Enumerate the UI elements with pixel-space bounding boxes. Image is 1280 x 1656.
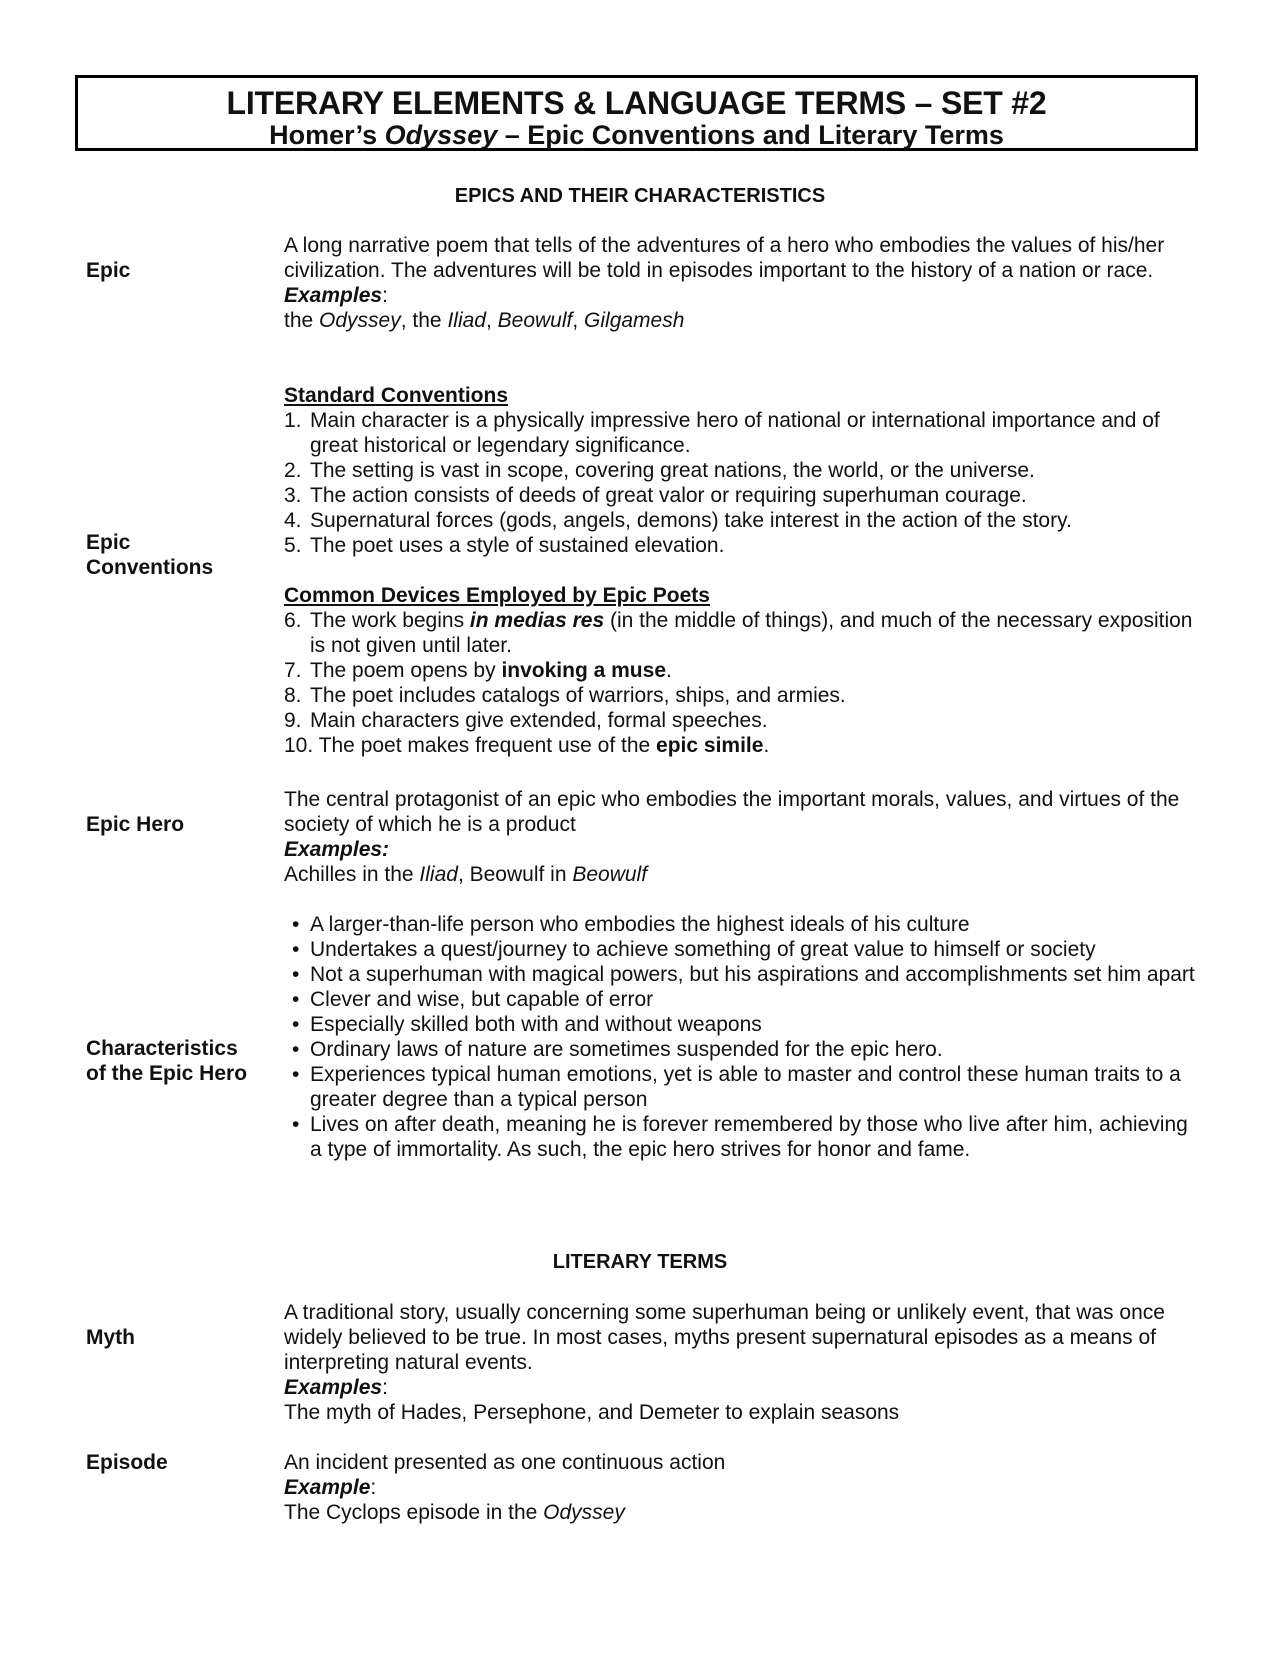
characteristics-list: [284, 912, 1204, 1162]
list-item: • Ordinary laws of nature are sometimes suspended for the epic hero.: [292, 1038, 943, 1061]
common-devices-heading: Common Devices Employed by Epic Poets: [284, 584, 710, 607]
standard-conventions-list: [284, 408, 1204, 558]
title-box: [75, 75, 1198, 151]
list-item: • Lives on after death, meaning he is forever remembered by those who live after him, achieving a type of immortality. As such, the epic hero strives for honor and fame.: [292, 1113, 1188, 1161]
list-item: • Experiences typical human emotions, yet is able to master and control these human traits to a greater degree than a typical person: [292, 1063, 1181, 1111]
definition-epic-hero: [284, 787, 1204, 887]
episode-example-label: Example:: [284, 1476, 377, 1499]
term-epic: Epic: [86, 259, 131, 282]
page-subtitle: [78, 120, 1195, 150]
list-item: 4. Supernatural forces (gods, angels, demons) take interest in the action of the story.: [284, 509, 1072, 532]
definition-episode: [284, 1450, 1204, 1525]
epic-hero-examples-label: Examples:: [284, 838, 390, 861]
list-item: 3. The action consists of deeds of great valor or requiring superhuman courage.: [284, 484, 1027, 507]
list-item: • Especially skilled both with and without weapons: [292, 1013, 762, 1036]
term-myth: Myth: [86, 1326, 135, 1349]
list-item: 9. Main characters give extended, formal speeches.: [284, 709, 768, 732]
episode-example-text: The Cyclops episode in the Odyssey: [284, 1501, 625, 1524]
term-episode: Episode: [86, 1451, 168, 1474]
subtitle-pre: Homer’s: [269, 120, 385, 150]
list-item: 7. The poem opens by invoking a muse.: [284, 659, 672, 682]
list-item: • A larger-than-life person who embodies the highest ideals of his culture: [292, 913, 970, 936]
epic-examples-text: the Odyssey, the Iliad, Beowulf, Gilgamesh: [284, 309, 685, 332]
section-heading-literary-terms: LITERARY TERMS: [552, 1251, 728, 1273]
subtitle-italic: Odyssey: [384, 120, 498, 150]
list-item: • Undertakes a quest/journey to achieve something of great value to himself or society: [292, 938, 1096, 961]
list-item: 1. Main character is a physically impressive hero of national or international importance and of great historical or legendary significance.: [284, 409, 1160, 457]
myth-example-text: The myth of Hades, Persephone, and Demeter to explain seasons: [284, 1401, 900, 1424]
definition-epic-conventions: [284, 383, 1204, 758]
list-item: 10. The poet makes frequent use of the epic simile.: [284, 734, 770, 757]
definition-myth: [284, 1300, 1204, 1425]
definition-characteristics: [284, 912, 1204, 1162]
definition-epic: [284, 233, 1204, 333]
list-item: 6. The work begins in medias res (in the middle of things), and much of the necessary exposition is not given until later.: [284, 609, 1193, 657]
section-heading-epics: EPICS AND THEIR CHARACTERISTICS: [454, 185, 826, 207]
list-item: • Not a superhuman with magical powers, but his aspirations and accomplishments set him apart: [292, 963, 1195, 986]
epic-examples-label: Examples:: [284, 284, 388, 307]
epic-definition-text: A long narrative poem that tells of the adventures of a hero who embodies the values of his/her civilization. The adventures will be told in episodes important to the history of a nation or race.: [284, 234, 1165, 282]
page-title: LITERARY ELEMENTS & LANGUAGE TERMS – SET #2: [226, 85, 1047, 121]
term-epic-conventions: Epic Conventions: [86, 531, 214, 579]
list-item: 5. The poet uses a style of sustained elevation.: [284, 534, 725, 557]
list-item: 2. The setting is vast in scope, covering great nations, the world, or the universe.: [284, 459, 1035, 482]
myth-definition-text: A traditional story, usually concerning some superhuman being or unlikely event, that was once widely believed to be true. In most cases, myths present supernatural episodes as a means of interpreting natural events.: [284, 1301, 1165, 1374]
term-characteristics-epic-hero: Characteristics of the Epic Hero: [86, 1037, 248, 1085]
list-item: 8. The poet includes catalogs of warriors, ships, and armies.: [284, 684, 846, 707]
epic-hero-definition-text: The central protagonist of an epic who embodies the important morals, values, and virtues of the society of which he is a product: [284, 788, 1180, 836]
subtitle-post: – Epic Conventions and Literary Terms: [497, 120, 1004, 150]
common-devices-list: [284, 608, 1204, 758]
epic-hero-examples-text: Achilles in the Iliad, Beowulf in Beowulf: [284, 863, 648, 886]
term-epic-hero: Epic Hero: [86, 813, 185, 836]
standard-conventions-heading: Standard Conventions: [284, 384, 509, 407]
episode-definition-text: An incident presented as one continuous action: [284, 1451, 726, 1474]
myth-examples-label: Examples:: [284, 1376, 388, 1399]
list-item: • Clever and wise, but capable of error: [292, 988, 654, 1011]
